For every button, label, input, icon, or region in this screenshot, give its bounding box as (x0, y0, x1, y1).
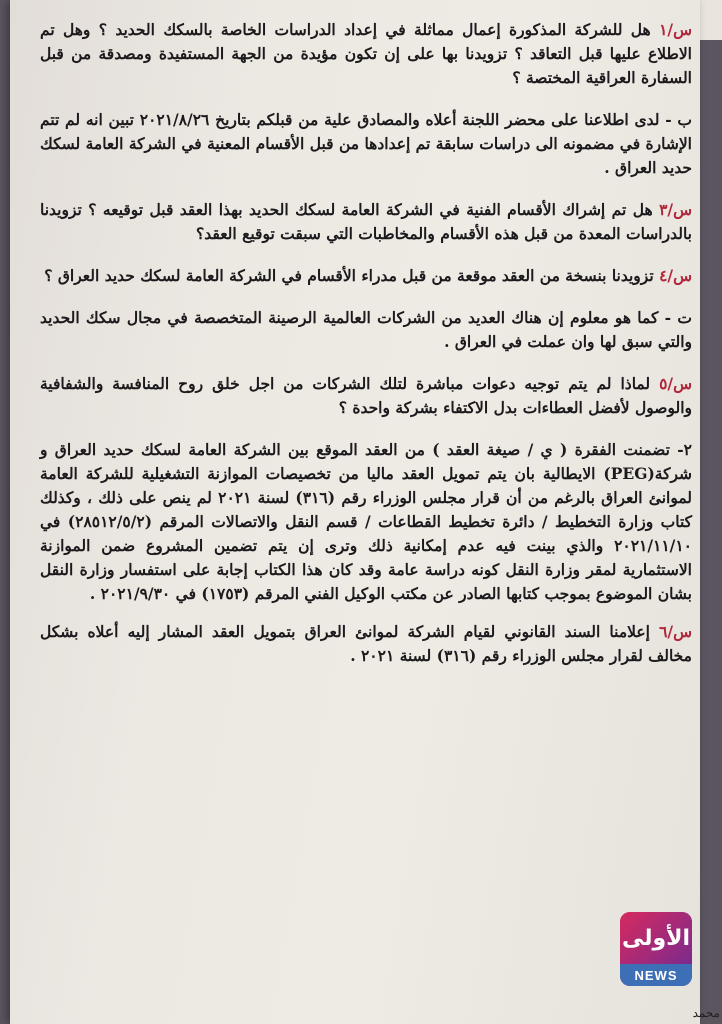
corner-text: محمد (692, 1006, 720, 1020)
paragraph-q4 (40, 264, 692, 288)
paragraph-text: ٢- تضمنت الفقرة ( ي / صيغة العقد ) من العقد الموقع بين الشركة العامة لسكك حديد العراق و شركة(PEG) الايطالية بان يتم تمويل العقد ماليا من تخصيصات الموازنة التشغيلية للشركة العامة لموانئ العراق بالرغم من أن قرار مجلس الوزراء رقم (٣١٦) لسنة ٢٠٢١ لم ينص على ذلك ، وكذلك كتاب وزارة التخطيط / دائرة تخطيط القطاعات / قسم النقل والاتصالات المرقم (٢٨٥١٢/٥/٢) في ٢٠٢١/١١/١٠ والذي بينت فيه عدم إمكانية ذلك وترى إن يتم تضمين المشروع ضمن الموازنة الاستثمارية لمقر وزارة النقل كونه دراسة عامة وقد كان هذا الكتاب إجابة على استفسار وزارة النقل بشان الموضوع بموجب كتابها الصادر عن مكتب الوكيل الفني المرقم (١٧٥٣) في ٢٠٢١/٩/٣٠ . (40, 440, 693, 603)
paragraph-2 (40, 438, 692, 606)
paragraph-text: ب - لدى اطلاعنا على محضر اللجنة أعلاه والمصادق علية من قبلكم بتاريخ ٢٠٢١/٨/٢٦ تبين انه لم تتم الإشارة في مضمونه الى دراسات سابقة تم إعدادها من قبل الأقسام المعنية في الشركة العامة لسكك حديد العراق . (40, 110, 692, 177)
logo-news-label: NEWS (620, 964, 692, 986)
paragraph-text: تزويدنا بنسخة من العقد موقعة من قبل مدراء الأقسام في الشركة العامة لسكك حديد العراق ؟ (44, 266, 654, 285)
paragraph-text: هل تم إشراك الأقسام الفنية في الشركة العامة لسكك الحديد بهذا العقد قبل توقيعه ؟ تزويدنا بالدراسات المعدة من قبل هذه الأقسام والمخاطبات التي سبقت توقيع العقد؟ (40, 200, 692, 243)
question-number: س/١ (659, 20, 692, 39)
paragraph-q5 (40, 372, 692, 420)
logo-mark: الأولى (620, 912, 692, 964)
paragraph-q1 (40, 18, 692, 90)
question-number: س/٤ (659, 266, 692, 285)
paragraph-text: هل للشركة المذكورة إعمال مماثلة في إعداد الدراسات الخاصة بالسكك الحديد ؟ وهل تم الاطلاع عليها قبل التعاقد ؟ تزويدنا بها على إن تكون مؤيدة من الجهة المستفيدة ومصدقة من قبل السفارة العراقية المختصة ؟ (40, 20, 692, 87)
document-body (40, 18, 692, 686)
paragraph-text: إعلامنا السند القانوني لقيام الشركة لموانئ العراق بتمويل العقد المشار إليه أعلاه بشكل مخالف لقرار مجلس الوزراء رقم (٣١٦) لسنة ٢٠٢١ . (40, 622, 692, 665)
paragraph-b (40, 108, 692, 180)
paragraph-t (40, 306, 692, 354)
paragraph-text: ت - كما هو معلوم إن هناك العديد من الشركات العالمية الرصينة المتخصصة في مجال سكك الحديد والتي سبق لها وان عملت في العراق . (40, 308, 692, 351)
question-number: س/٦ (659, 622, 692, 641)
paragraph-q3 (40, 198, 692, 246)
question-number: س/٣ (659, 200, 692, 219)
paragraph-text: لماذا لم يتم توجيه دعوات مباشرة لتلك الشركات من اجل خلق روح المنافسة والشفافية والوصول لأفضل العطاءات بدل الاكتفاء بشركة واحدة ؟ (40, 374, 692, 417)
news-watermark-logo (620, 912, 692, 986)
question-number: س/٥ (659, 374, 692, 393)
document-page (10, 0, 700, 1024)
paragraph-q6 (40, 620, 692, 668)
